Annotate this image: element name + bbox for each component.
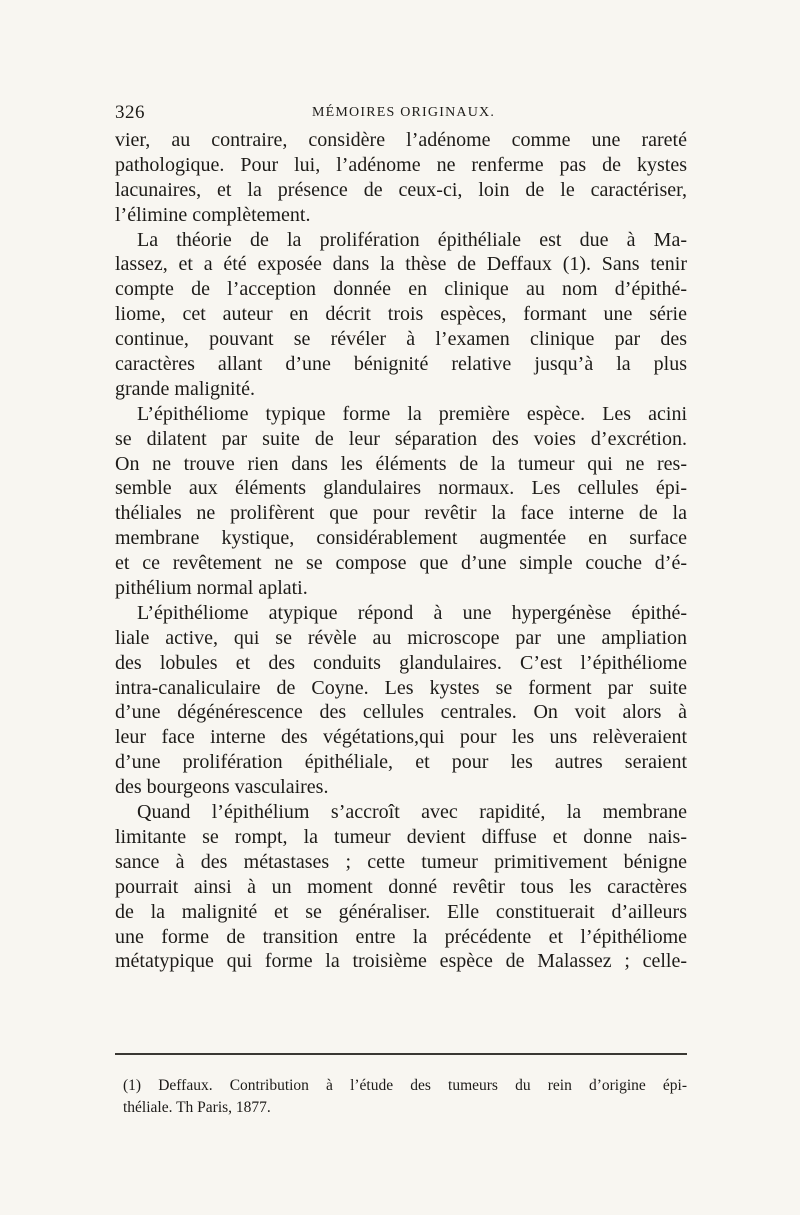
body-line: Quand l’épithélium s’accroît avec rapidité, la membrane bbox=[137, 801, 687, 824]
footnote-line: (1) Deffaux. Contribution à l’étude des tumeurs du rein d’origine épi- bbox=[123, 1077, 687, 1094]
page-number: 326 bbox=[115, 102, 145, 123]
body-line: grande malignité. bbox=[115, 377, 255, 400]
body-line: L’épithéliome atypique répond à une hypergénèse épithé- bbox=[137, 601, 687, 624]
body-line: La théorie de la prolifération épithéliale est due à Ma- bbox=[137, 228, 687, 251]
body-line: l’élimine complètement. bbox=[115, 203, 311, 226]
body-line: semble aux éléments glandulaires normaux. Les cellules épi- bbox=[115, 477, 687, 500]
body-line: des bourgeons vasculaires. bbox=[115, 776, 329, 799]
footnote-divider bbox=[115, 1053, 687, 1055]
body-line: lacunaires, et la présence de ceux-ci, loin de le caractériser, bbox=[115, 178, 687, 201]
footnote-line: théliale. Th Paris, 1877. bbox=[123, 1099, 271, 1116]
body-text bbox=[115, 128, 687, 974]
running-title: MÉMOIRES ORIGINAUX. bbox=[312, 105, 496, 120]
body-line: liome, cet auteur en décrit trois espèces, formant une série bbox=[115, 303, 687, 326]
body-line: pathologique. Pour lui, l’adénome ne renferme pas de kystes bbox=[115, 153, 687, 176]
footnotes bbox=[123, 1075, 687, 1119]
body-line: continue, pouvant se révéler à l’examen clinique par des bbox=[115, 328, 687, 351]
page-header bbox=[115, 102, 687, 126]
body-line: lassez, et a été exposée dans la thèse de Deffaux (1). Sans tenir bbox=[115, 253, 687, 276]
body-line: membrane kystique, considérablement augmentée en surface bbox=[115, 527, 687, 550]
body-line: leur face interne des végétations,qui pour les uns relèveraient bbox=[115, 726, 687, 749]
body-line: d’une dégénérescence des cellules centrales. On voit alors à bbox=[115, 701, 687, 724]
body-line: théliales ne prolifèrent que pour revêtir la face interne de la bbox=[115, 502, 687, 525]
body-line: d’une prolifération épithéliale, et pour les autres seraient bbox=[115, 751, 687, 774]
body-line: une forme de transition entre la précédente et l’épithéliome bbox=[115, 925, 687, 948]
body-line: On ne trouve rien dans les éléments de la tumeur qui ne res- bbox=[115, 452, 687, 475]
body-line: L’épithéliome typique forme la première espèce. Les acini bbox=[137, 402, 687, 425]
body-line: sance à des métastases ; cette tumeur primitivement bénigne bbox=[115, 850, 687, 873]
body-line: de la malignité et se généraliser. Elle constituerait d’ailleurs bbox=[115, 900, 687, 923]
body-line: métatypique qui forme la troisième espèce de Malassez ; celle- bbox=[115, 950, 687, 973]
body-line: des lobules et des conduits glandulaires. C’est l’épithéliome bbox=[115, 651, 687, 674]
body-line: limitante se rompt, la tumeur devient diffuse et donne nais- bbox=[115, 825, 687, 848]
body-line: vier, au contraire, considère l’adénome comme une rareté bbox=[115, 129, 687, 151]
body-line: intra-canaliculaire de Coyne. Les kystes se forment par suite bbox=[115, 676, 687, 699]
body-line: se dilatent par suite de leur séparation des voies d’excrétion. bbox=[115, 427, 687, 450]
body-line: liale active, qui se révèle au microscope par une ampliation bbox=[115, 626, 687, 649]
body-line: compte de l’acception donnée en clinique au nom d’épithé- bbox=[115, 278, 687, 301]
body-line: et ce revêtement ne se compose que d’une simple couche d’é- bbox=[115, 552, 687, 575]
body-line: pourrait ainsi à un moment donné revêtir tous les caractères bbox=[115, 875, 687, 898]
body-line: caractères allant d’une bénignité relative jusqu’à la plus bbox=[115, 353, 687, 376]
body-line: pithélium normal aplati. bbox=[115, 577, 308, 600]
